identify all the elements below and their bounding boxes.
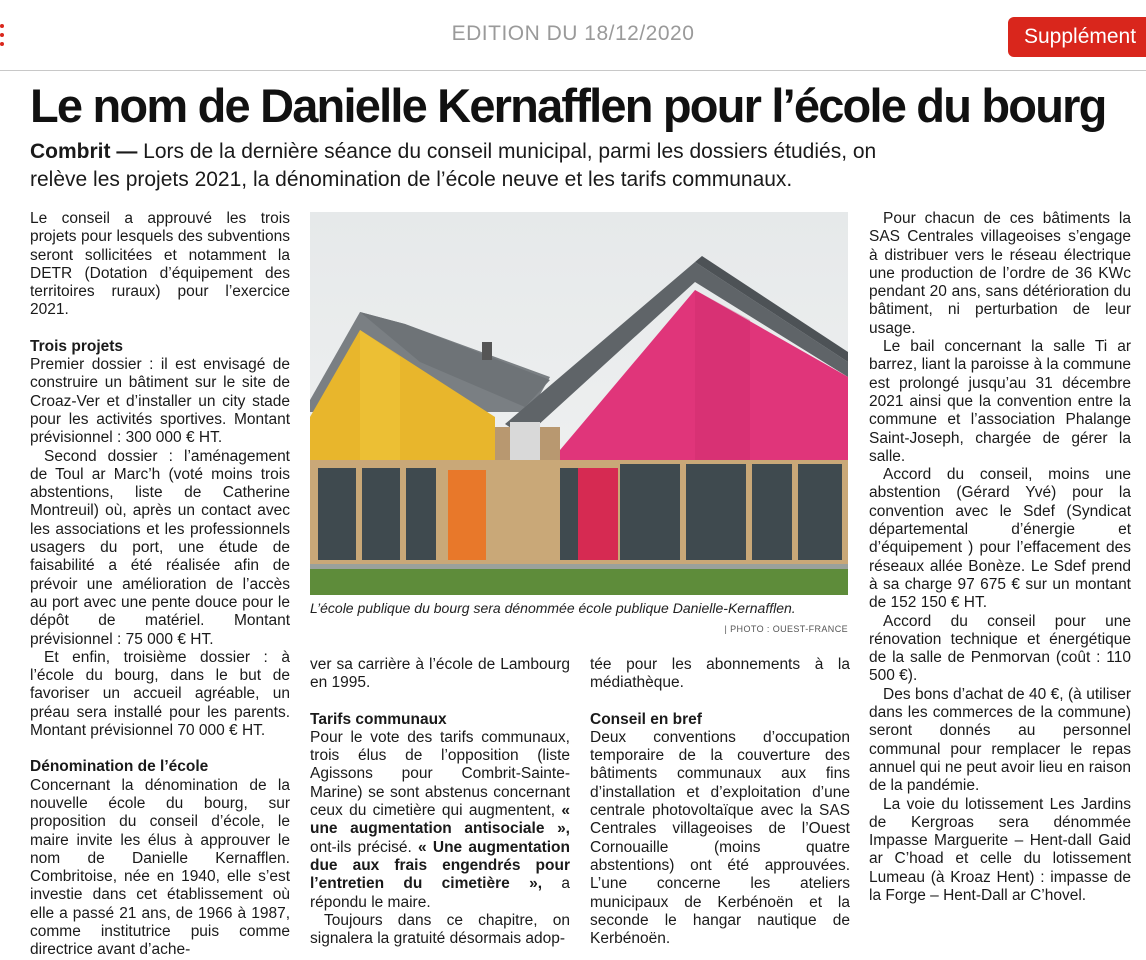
subheading-denomination: Dénomination de l’école (30, 758, 209, 776)
paragraph: tée pour les abonnements à la médiathèque. (590, 656, 850, 692)
subheading-tarifs: Tarifs communaux (310, 710, 447, 728)
article-column-4 (869, 210, 1131, 905)
lede-location: Combrit — (30, 140, 138, 163)
article-column-2 (310, 656, 570, 948)
quote-bold: « Une augmentation due aux frais engendrés pour l’entretien du cimetière », (310, 838, 570, 893)
paragraph: Accord du conseil, moins une abstention (Gérard Yvé) pour la convention avec le Sdef (Syndicat départemental d’énergie et d’équipement ) pour l’effacement des réseaux allée Bonèze. Le Sdef prend à sa charge 97 675 € sur un montant de 152 150 € HT. (869, 466, 1131, 612)
text-run: ont-ils précisé. (310, 838, 412, 856)
paragraph: Toujours dans ce chapitre, on signalera la gratuité désormais adop- (310, 911, 570, 948)
header-divider (0, 70, 1146, 71)
lede-text: Lors de la dernière séance du conseil municipal, parmi les dossiers étudiés, on relève les projets 2021, la dénomination de l’école neuve et les tarifs communaux. (30, 140, 877, 191)
article-lede (30, 138, 910, 194)
paragraph: La voie du lotissement Les Jardins de Kergroas sera dénommée Impasse Marguerite – Hent-dall Gaid ar C’hoad et celle du lotissement Lumeau (à Kroaz Hent) : impasse de la Forge – Hent-Dall ar C’hovel. (869, 795, 1131, 904)
subheading-trois-projets: Trois projets (30, 337, 124, 355)
article-column-1 (30, 210, 290, 960)
top-bar (0, 0, 1146, 72)
school-photo (310, 212, 848, 595)
edition-date: EDITION DU 18/12/2020 (451, 22, 695, 45)
supplement-button[interactable]: Supplément (1008, 17, 1146, 57)
paragraph: Des bons d’achat de 40 €, (à utiliser dans les commerces de la commune) seront donnés au personnel communal pour remplacer le repas annuel qui ne peut avoir lieu en raison de la pandémie. (869, 685, 1131, 795)
paragraph: Le bail concernant la salle Ti ar barrez, liant la paroisse à la commune est prolongé jusqu’au 31 décembre 2021 ainsi que la convention entre la commune et l’association Phalange Saint-Joseph, chargée de gérer la salle. (869, 338, 1131, 465)
paragraph: Second dossier : l’aménagement de Toul ar Marc’h (voté moins trois abstentions, liste de Catherine Montreuil) où, après un contact avec les associations et les professionnels usagers du port, une étude de faisabilité a été réalisée afin de prévoir une amélioration de l’accès au port avec une pente douce pour le dépôt de matériel. Montant prévisionnel : 75 000 € HT. (30, 447, 290, 648)
paragraph: ver sa carrière à l’école de Lambourg en 1995. (310, 656, 570, 692)
paragraph: Pour chacun de ces bâtiments la SAS Centrales villageoises s’engage à distribuer vers le réseau électrique une production de l’ordre de 36 KWc pendant 20 ans, sans détérioration du bâtiment, ni perturbation de leur usage. (869, 210, 1131, 337)
text-run: a répondu le maire. (310, 875, 570, 911)
article-column-3 (590, 656, 850, 948)
quote-bold: « une augmentation antisociale », (310, 802, 570, 838)
paragraph: Accord du conseil pour une rénovation technique et énergétique de la salle de Penmorvan (coût : 110 500 €). (869, 612, 1131, 685)
paragraph: Et enfin, troisième dossier : à l’école du bourg, dans le but de favoriser un accueil agréable, un préau sera installé pour les parents. Montant prévisionnel 70 000 € HT. (30, 648, 290, 740)
paragraph: Concernant la dénomination de la nouvelle école du bourg, sur proposition du conseil d’école, le maire invite les élus à approuver le nom de Danielle Kernafflen. Combritoise, née en 1940, elle s’est investie dans cet établissement où elle a passé 21 ans, de 1966 à 1987, comme institutrice puis comme directrice avant d’ache- (30, 776, 290, 959)
photo-credit: | PHOTO : OUEST-FRANCE (724, 624, 848, 634)
article-headline: Le nom de Danielle Kernafflen pour l’école du bourg (30, 79, 1106, 132)
subheading-conseil: Conseil en bref (590, 710, 702, 728)
paragraph: Deux conventions d’occupation temporaire de la couverture des bâtiments communaux aux fins d’installation et d’exploitation d’une centrale photovoltaïque avec la SAS Centrales villageoises de l’Ouest Cornouaille (moins quatre abstentions) ont été approuvées. L’une concerne les ateliers municipaux de Kerbénoën et la seconde le hangar nautique de Kerbénoën. (590, 728, 850, 948)
paragraph: Le conseil a approuvé les trois projets pour lesquels des subventions seront sollicitées et notamment la DETR (Dotation d’équipement des territoires ruraux) pour l’exercice 2021. (30, 210, 290, 319)
photo-caption: L’école publique du bourg sera dénommée école publique Danielle-Kernafflen. (310, 600, 796, 616)
text-run: Pour le vote des tarifs communaux, trois élus de l’opposition (liste Agissons pour Combrit-Sainte-Marine) se sont abstenus concernant ceux du cimetière qui augmentent, (310, 728, 570, 820)
paragraph: Premier dossier : il est envisagé de construire un bâtiment sur le site de Croaz-Ver et d’installer un city stade pour les activités sportives. Montant prévisionnel : 300 000 € HT. (30, 356, 290, 447)
paragraph (310, 729, 570, 912)
